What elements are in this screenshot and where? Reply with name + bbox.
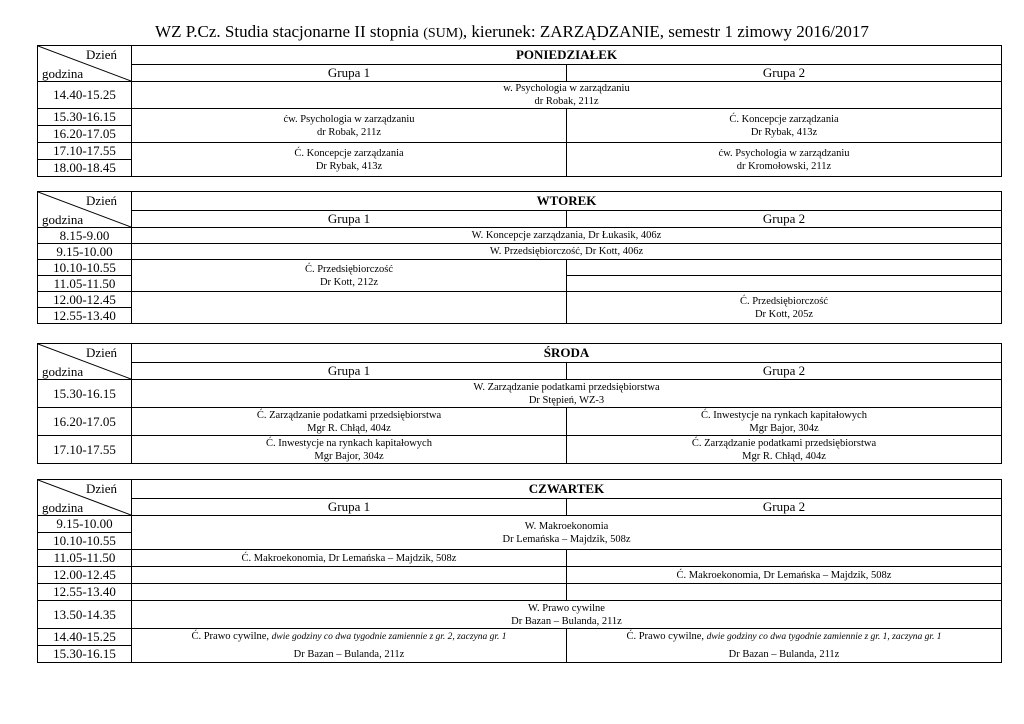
time-slot: 15.30-16.15 [38, 380, 132, 408]
group1-header: Grupa 1 [132, 499, 567, 516]
time-slot: 16.20-17.05 [38, 408, 132, 436]
monday-table [37, 45, 1002, 177]
time-slot: 10.10-10.55 [38, 260, 132, 276]
class-cell: W. Przedsiębiorczość, Dr Kott, 406z [132, 244, 1002, 260]
time-slot: 15.30-16.15 [38, 109, 132, 126]
class-cell: Ć. Koncepcje zarządzania Dr Rybak, 413z [567, 109, 1002, 143]
time-slot: 16.20-17.05 [38, 126, 132, 143]
class-cell: ćw. Psychologia w zarządzaniu dr Kromołowski, 211z [567, 143, 1002, 177]
time-slot: 18.00-18.45 [38, 160, 132, 177]
corner-header [38, 46, 132, 82]
empty-cell [132, 584, 567, 601]
class-cell: W. Zarządzanie podatkami przedsiębiorstwa Dr Stępień, WZ-3 [132, 380, 1002, 408]
time-slot: 11.05-11.50 [38, 276, 132, 292]
class-cell: Ć. Prawo cywilne, dwie godziny co dwa tygodnie zamiennie z gr. 2, zaczyna gr. 1 Dr Bazan – Bulanda, 211z [132, 629, 567, 663]
time-slot: 9.15-10.00 [38, 516, 132, 533]
empty-cell [132, 292, 567, 324]
corner-header [38, 192, 132, 228]
time-slot: 12.00-12.45 [38, 567, 132, 584]
group1-header: Grupa 1 [132, 363, 567, 380]
time-slot: 8.15-9.00 [38, 228, 132, 244]
group2-header: Grupa 2 [567, 211, 1002, 228]
time-slot: 15.30-16.15 [38, 646, 132, 663]
day-label: Dzień [85, 345, 117, 360]
class-cell: Ć. Przedsiębiorczość Dr Kott, 212z [132, 260, 567, 292]
group1-header: Grupa 1 [132, 65, 567, 82]
time-slot: 11.05-11.50 [38, 550, 132, 567]
class-cell: Ć. Przedsiębiorczość Dr Kott, 205z [567, 292, 1002, 324]
group2-header: Grupa 2 [567, 65, 1002, 82]
class-cell: Ć. Prawo cywilne, dwie godziny co dwa tygodnie zamiennie z gr. 1, zaczyna gr. 1 Dr Bazan – Bulanda, 211z [567, 629, 1002, 663]
empty-cell [567, 584, 1002, 601]
class-cell: Ć. Inwestycje na rynkach kapitałowych Mgr Bajor, 304z [567, 408, 1002, 436]
empty-cell [567, 260, 1002, 276]
class-cell: Ć. Makroekonomia, Dr Lemańska – Majdzik, 508z [567, 567, 1002, 584]
time-slot: 17.10-17.55 [38, 143, 132, 160]
hour-label: godzina [42, 500, 84, 515]
time-slot: 13.50-14.35 [38, 601, 132, 629]
day-name: CZWARTEK [132, 480, 1002, 499]
time-slot: 12.55-13.40 [38, 308, 132, 324]
class-cell: ćw. Psychologia w zarządzaniu dr Robak, 211z [132, 109, 567, 143]
class-cell: W. Koncepcje zarządzania, Dr Łukasik, 406z [132, 228, 1002, 244]
time-slot: 14.40-15.25 [38, 82, 132, 109]
page-title: WZ P.Cz. Studia stacjonarne II stopnia (SUM), kierunek: ZARZĄDZANIE, semestr 1 zimowy 2016/2017 [155, 22, 869, 41]
group2-header: Grupa 2 [567, 363, 1002, 380]
day-label: Dzień [85, 193, 117, 208]
day-name: PONIEDZIAŁEK [132, 46, 1002, 65]
class-cell: Ć. Inwestycje na rynkach kapitałowych Mgr Bajor, 304z [132, 436, 567, 464]
day-label: Dzień [85, 481, 117, 496]
corner-header [38, 344, 132, 380]
class-cell: W. Makroekonomia Dr Lemańska – Majdzik, 508z [132, 516, 1002, 550]
hour-label: godzina [42, 212, 84, 227]
tuesday-table [37, 191, 1002, 324]
time-slot: 12.00-12.45 [38, 292, 132, 308]
class-cell: Ć. Koncepcje zarządzania Dr Rybak, 413z [132, 143, 567, 177]
day-label: Dzień [85, 47, 117, 62]
day-name: WTOREK [132, 192, 1002, 211]
time-slot: 12.55-13.40 [38, 584, 132, 601]
group2-header: Grupa 2 [567, 499, 1002, 516]
empty-cell [567, 550, 1002, 567]
class-cell: W. Prawo cywilne Dr Bazan – Bulanda, 211z [132, 601, 1002, 629]
hour-label: godzina [42, 66, 84, 81]
time-slot: 9.15-10.00 [38, 244, 132, 260]
class-cell: Ć. Zarządzanie podatkami przedsiębiorstwa Mgr R. Chłąd, 404z [567, 436, 1002, 464]
time-slot: 14.40-15.25 [38, 629, 132, 646]
day-name: ŚRODA [132, 344, 1002, 363]
empty-cell [567, 276, 1002, 292]
time-slot: 17.10-17.55 [38, 436, 132, 464]
hour-label: godzina [42, 364, 84, 379]
group1-header: Grupa 1 [132, 211, 567, 228]
wednesday-table [37, 343, 1002, 464]
class-cell: Ć. Makroekonomia, Dr Lemańska – Majdzik, 508z [132, 550, 567, 567]
class-cell: w. Psychologia w zarządzaniu dr Robak, 211z [132, 82, 1002, 109]
thursday-table [37, 479, 1002, 663]
empty-cell [132, 567, 567, 584]
class-cell: Ć. Zarządzanie podatkami przedsiębiorstwa Mgr R. Chłąd, 404z [132, 408, 567, 436]
corner-header [38, 480, 132, 516]
time-slot: 10.10-10.55 [38, 533, 132, 550]
